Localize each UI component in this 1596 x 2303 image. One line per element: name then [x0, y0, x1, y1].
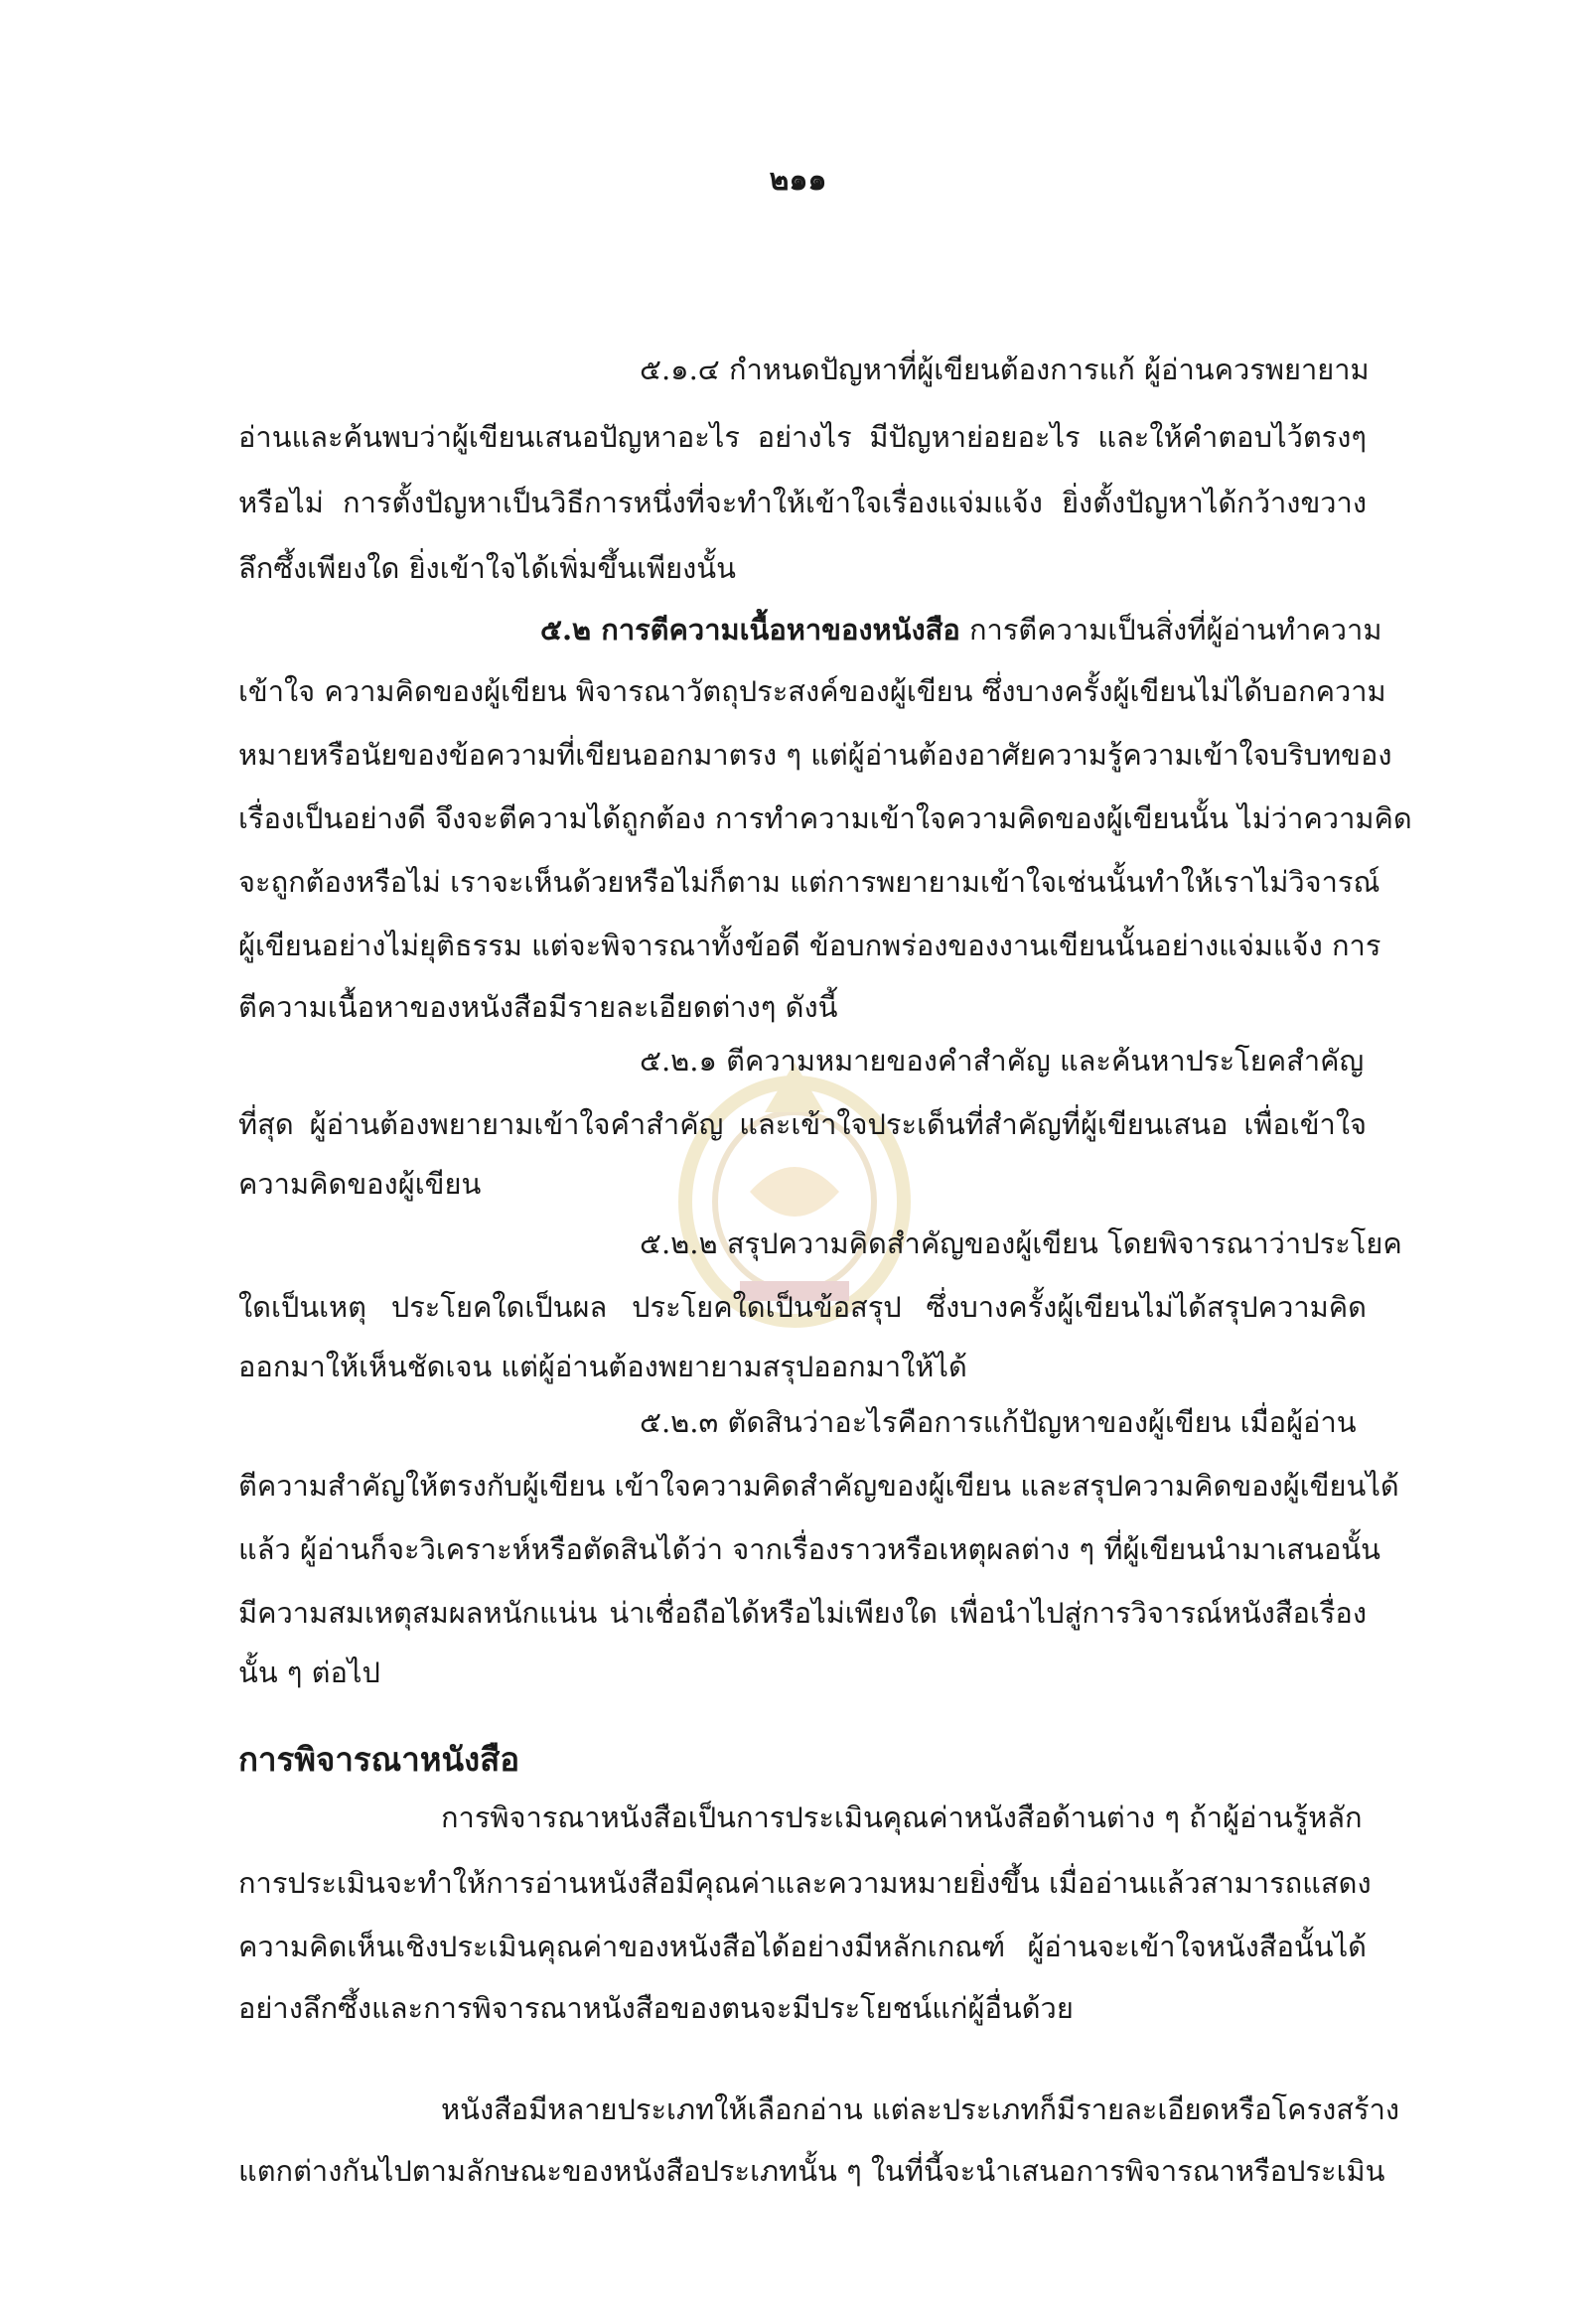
section-5-2-line: จะถูกต้องหรือไม่ เราจะเห็นด้วยหรือไม่ก็ตาม แต่การพยายามเข้าใจเช่นนั้นทำให้เราไม่วิจารณ์ — [238, 865, 1380, 899]
section-5-2-3-line: ตีความสำคัญให้ตรงกับผู้เขียน เข้าใจความคิดสำคัญของผู้เขียน และสรุปความคิดของผู้เขียนได้ — [238, 1469, 1399, 1503]
section-5-2-1-line: ที่สุด ผู้อ่านต้องพยายามเข้าใจคำสำคัญ และเข้าใจประเด็นที่สำคัญที่ผู้เขียนเสนอ เพื่อเข้าใจ — [238, 1107, 1367, 1141]
paragraph-1-line: อย่างลึกซึ้งและการพิจารณาหนังสือของตนจะมีประโยชน์แก่ผู้อื่นด้วย — [238, 1991, 1074, 2025]
section-5-2-line: เรื่องเป็นอย่างดี จึงจะตีความได้ถูกต้อง การทำความเข้าใจความคิดของผู้เขียนนั้น ไม่ว่าความคิด — [238, 801, 1412, 835]
section-5-2-1-lead: ๕.๒.๑ ตีความหมายของคำสำคัญ และค้นหาประโยคสำคัญ — [640, 1044, 1365, 1078]
paragraph-1-line: การประเมินจะทำให้การอ่านหนังสือมีคุณค่าและความหมายยิ่งขึ้น เมื่ออ่านแล้วสามารถแสดง — [238, 1866, 1372, 1900]
section-5-1-4-line: อ่านและค้นพบว่าผู้เขียนเสนอปัญหาอะไร อย่างไร มีปัญหาย่อยอะไร และให้คำตอบไว้ตรงๆ — [238, 420, 1367, 454]
section-5-2-lead-rest: การตีความเป็นสิ่งที่ผู้อ่านทำความ — [959, 613, 1382, 647]
section-5-1-4-lead: ๕.๑.๔ กำหนดปัญหาที่ผู้เขียนต้องการแก้ ผู้อ่านควรพยายาม — [640, 353, 1370, 386]
section-5-1-4-line: หรือไม่ การตั้งปัญหาเป็นวิธีการหนึ่งที่จะทำให้เข้าใจเรื่องแจ่มแจ้ง ยิ่งตั้งปัญหาได้กว้างขวาง — [238, 486, 1367, 519]
section-5-1-4-line: ลึกซึ้งเพียงใด ยิ่งเข้าใจได้เพิ่มขึ้นเพียงนั้น — [238, 551, 736, 585]
section-5-2-line: ตีความเนื้อหาของหนังสือมีรายละเอียดต่างๆ ดังนี้ — [238, 990, 838, 1024]
paragraph-1-lead: การพิจารณาหนังสือเป็นการประเมินคุณค่าหนังสือด้านต่าง ๆ ถ้าผู้อ่านรู้หลัก — [441, 1800, 1363, 1834]
paragraph-2-line: แตกต่างกันไปตามลักษณะของหนังสือประเภทนั้น ๆ ในที่นี้จะนำเสนอการพิจารณาหรือประเมิน — [238, 2154, 1385, 2188]
section-5-2-3-line: มีความสมเหตุสมผลหนักแน่น น่าเชื่อถือได้หรือไม่เพียงใด เพื่อนำไปสู่การวิจารณ์หนังสือเรื่อง — [238, 1596, 1367, 1630]
section-5-2-1-line: ความคิดของผู้เขียน — [238, 1167, 482, 1201]
section-5-2-line: ผู้เขียนอย่างไม่ยุติธรรม แต่จะพิจารณาทั้งข้อดี ข้อบกพร่องของงานเขียนนั้นอย่างแจ่มแจ้ง การ — [238, 929, 1381, 962]
section-5-2-2-line: ออกมาให้เห็นชัดเจน แต่ผู้อ่านต้องพยายามสรุปออกมาให้ได้ — [238, 1350, 967, 1383]
section-heading: การพิจารณาหนังสือ — [238, 1740, 520, 1779]
paragraph-1-line: ความคิดเห็นเชิงประเมินคุณค่าของหนังสือได้อย่างมีหลักเกณฑ์ ผู้อ่านจะเข้าใจหนังสือนั้นได้ — [238, 1930, 1367, 1963]
paragraph-2-lead: หนังสือมีหลายประเภทให้เลือกอ่าน แต่ละประเภทก็มีรายละเอียดหรือโครงสร้าง — [441, 2092, 1400, 2126]
section-5-2-2-line: ใดเป็นเหตุ ประโยคใดเป็นผล ประโยคใดเป็นข้อสรุป ซึ่งบางครั้งผู้เขียนไม่ได้สรุปความคิด — [238, 1290, 1367, 1324]
section-5-2-line: หมายหรือนัยของข้อความที่เขียนออกมาตรง ๆ แต่ผู้อ่านต้องอาศัยความรู้ความเข้าใจบริบทของ — [238, 738, 1392, 772]
page-number: ๒๑๑ — [769, 163, 827, 198]
section-5-2-line: เข้าใจ ความคิดของผู้เขียน พิจารณาวัตถุประสงค์ของผู้เขียน ซึ่งบางครั้งผู้เขียนไม่ได้บอกความ — [238, 674, 1386, 708]
section-5-2-lead — [540, 610, 1382, 649]
section-5-2-3-lead: ๕.๒.๓ ตัดสินว่าอะไรคือการแก้ปัญหาของผู้เขียน เมื่อผู้อ่าน — [640, 1405, 1357, 1439]
section-5-2-title: ๕.๒ การตีความเนื้อหาของหนังสือ — [540, 613, 960, 647]
section-5-2-2-lead: ๕.๒.๒ สรุปความคิดสำคัญของผู้เขียน โดยพิจารณาว่าประโยค — [640, 1226, 1402, 1260]
section-5-2-3-line: นั้น ๆ ต่อไป — [238, 1655, 380, 1689]
section-5-2-3-line: แล้ว ผู้อ่านก็จะวิเคราะห์หรือตัดสินได้ว่า จากเรื่องราวหรือเหตุผลต่าง ๆ ที่ผู้เขียนนำมาเสนอนั้น — [238, 1532, 1381, 1566]
